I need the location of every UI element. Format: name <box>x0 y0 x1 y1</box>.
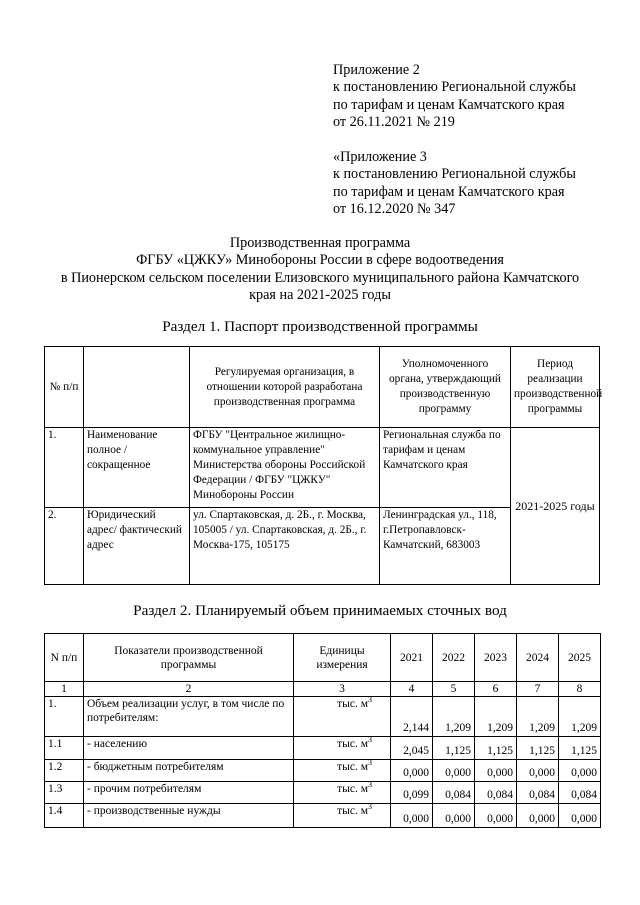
row-organization: ФГБУ "Центральное жилищно-коммунальное управление" Министерства обороны Российской Федерации / ФГБУ "ЦЖКУ" Минобороны России <box>190 428 380 508</box>
header-num: N п/п <box>45 634 84 682</box>
table-row <box>45 697 601 737</box>
document-title <box>0 235 640 304</box>
row-authority: Ленинградская ул., 118, г.Петропавловск-Камчатский, 683003 <box>380 508 511 585</box>
table-row <box>45 737 601 760</box>
wastewater-table <box>44 633 601 828</box>
column-number: 3 <box>294 682 391 697</box>
annex-3-line: от 16.12.2020 № 347 <box>333 200 456 217</box>
column-number: 2 <box>84 682 294 697</box>
annex-3-header <box>333 149 576 218</box>
row-num: 1.3 <box>45 782 84 804</box>
header-organization: Регулируемая организация, в отношении которой разработана производственная программа <box>190 347 380 428</box>
row-value: 1,125 <box>517 737 559 760</box>
row-value: 0,084 <box>475 782 517 804</box>
row-value: 0,084 <box>517 782 559 804</box>
annex-3-line: по тарифам и ценам Камчатского края <box>333 183 565 200</box>
row-unit: тыс. $м^3$ <box>294 737 391 760</box>
row-authority: Региональная служба по тарифам и ценам Камчатского края <box>380 428 511 508</box>
row-unit: тыс. $м^3$ <box>294 804 391 828</box>
row-value: 0,000 <box>391 804 433 828</box>
row-indicator: - производственные нужды <box>84 804 294 828</box>
annex-2-header <box>333 62 576 131</box>
title-line: в Пионерском сельском поселении Елизовского муниципального района Камчатского <box>60 269 580 286</box>
title-line: ФГБУ «ЦЖКУ» Минобороны России в сфере водоотведения <box>136 252 504 269</box>
row-value: 0,000 <box>475 804 517 828</box>
row-value: 0,000 <box>517 804 559 828</box>
period-value: 2021-2025 годы <box>511 428 600 585</box>
row-num: 1.2 <box>45 760 84 782</box>
row-num: 1.4 <box>45 804 84 828</box>
header-unit: Единицы измерения <box>294 634 391 682</box>
row-value: 2,045 <box>391 737 433 760</box>
header-authority: Уполномоченного органа, утверждающий производственную программу <box>380 347 511 428</box>
row-num: 1. <box>45 428 84 508</box>
column-number: 6 <box>475 682 517 697</box>
annex-2-line: по тарифам и ценам Камчатского края <box>333 96 565 113</box>
column-number: 1 <box>45 682 84 697</box>
annex-3-line: к постановлению Региональной службы <box>333 166 576 183</box>
row-organization: ул. Спартаковская, д. 2Б., г. Москва, 105005 / ул. Спартаковская, д. 2Б., г. Москва-175, 105175 <box>190 508 380 585</box>
row-value: 1,125 <box>433 737 475 760</box>
annex-3-line: «Приложение 3 <box>333 149 427 165</box>
annex-2-line: к постановлению Региональной службы <box>333 79 576 96</box>
wastewater-header-row <box>45 634 601 682</box>
row-value: 0,000 <box>517 760 559 782</box>
row-value: 0,084 <box>433 782 475 804</box>
row-indicator: - бюджетным потребителям <box>84 760 294 782</box>
row-value: 1,125 <box>475 737 517 760</box>
column-number: 4 <box>391 682 433 697</box>
title-line: Производственная программа <box>229 235 411 251</box>
row-value: 1,125 <box>559 737 601 760</box>
row-value: 1,209 <box>475 697 517 737</box>
row-value: 1,209 <box>559 697 601 737</box>
passport-header-row <box>45 347 600 428</box>
row-value: 0,000 <box>433 804 475 828</box>
row-unit: тыс. $м^3$ <box>294 782 391 804</box>
section-2-heading: Раздел 2. Планируемый объем принимаемых сточных вод <box>133 602 507 619</box>
row-num: 2. <box>45 508 84 585</box>
header-year: 2025 <box>559 634 601 682</box>
table-row <box>45 428 600 508</box>
header-name <box>84 347 190 428</box>
column-number: 8 <box>559 682 601 697</box>
row-value: 0,000 <box>559 760 601 782</box>
annex-2-line: от 26.11.2021 № 219 <box>333 113 455 130</box>
row-value: 0,099 <box>391 782 433 804</box>
row-indicator: Объем реализации услуг, в том числе по потребителям: <box>84 697 294 737</box>
row-value: 0,000 <box>475 760 517 782</box>
row-value: 0,000 <box>559 804 601 828</box>
row-unit: тыс. $м^3$ <box>294 760 391 782</box>
header-year: 2022 <box>433 634 475 682</box>
header-indicator: Показатели производственной программы <box>84 634 294 682</box>
passport-table <box>44 346 603 585</box>
row-unit: тыс. $м^3$ <box>294 697 391 737</box>
row-value: 1,209 <box>433 697 475 737</box>
row-label: Наименование полное / сокращенное <box>84 428 190 508</box>
table-row <box>45 760 601 782</box>
header-year: 2023 <box>475 634 517 682</box>
header-num: № п/п <box>45 347 84 428</box>
table-row <box>45 782 601 804</box>
header-year: 2024 <box>517 634 559 682</box>
column-number-row <box>45 682 601 697</box>
row-value: 2,144 <box>391 697 433 737</box>
annex-2-line: Приложение 2 <box>333 62 420 78</box>
row-value: 0,084 <box>559 782 601 804</box>
row-value: 1,209 <box>517 697 559 737</box>
header-year: 2021 <box>391 634 433 682</box>
row-indicator: - населению <box>84 737 294 760</box>
title-line: края на 2021-2025 годы <box>249 286 391 303</box>
row-indicator: - прочим потребителям <box>84 782 294 804</box>
column-number: 7 <box>517 682 559 697</box>
column-number: 5 <box>433 682 475 697</box>
row-num: 1.1 <box>45 737 84 760</box>
row-value: 0,000 <box>391 760 433 782</box>
section-1-heading: Раздел 1. Паспорт производственной программы <box>162 318 478 335</box>
row-num: 1. <box>45 697 84 737</box>
row-value: 0,000 <box>433 760 475 782</box>
header-period: Период реализации производственной программы <box>511 347 600 428</box>
row-label: Юридический адрес/ фактический адрес <box>84 508 190 585</box>
table-row <box>45 804 601 828</box>
